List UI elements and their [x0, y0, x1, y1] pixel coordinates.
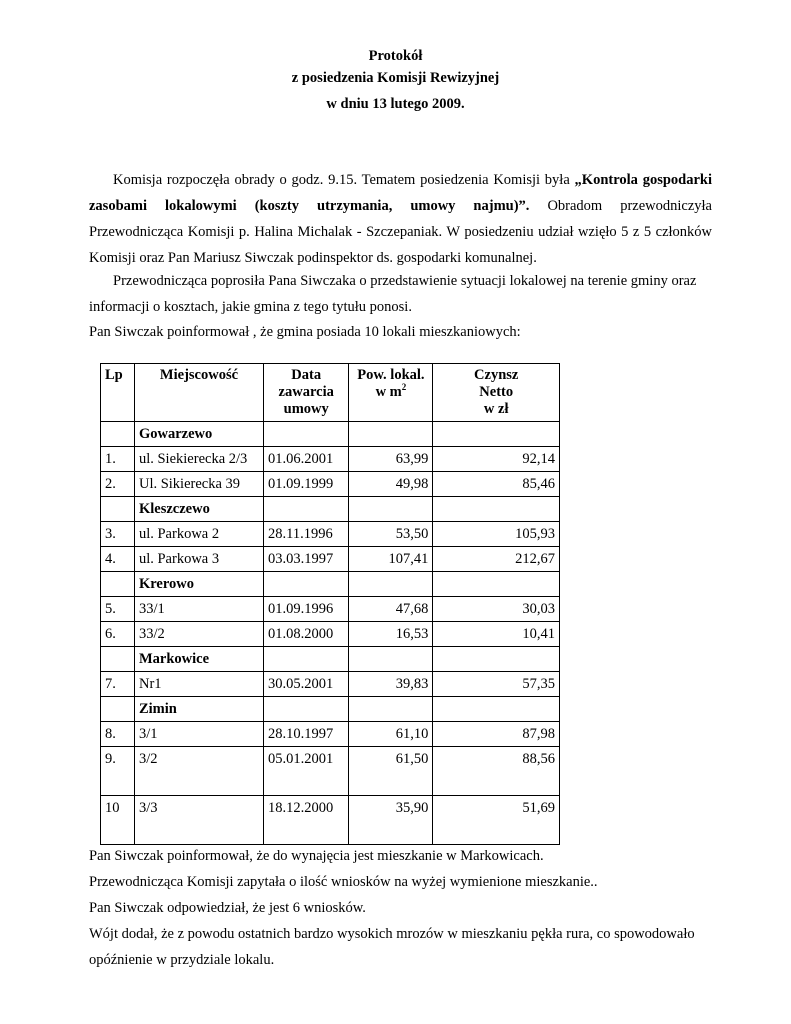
cell-pow: 61,50	[349, 747, 433, 796]
cell-lp: 9.	[101, 747, 135, 796]
header-text: w zł	[483, 401, 509, 417]
cell-lp: 5.	[101, 597, 135, 622]
header-text: umowy	[283, 401, 329, 417]
cell-czynsz: 85,46	[433, 472, 560, 497]
text-run: Komisja rozpoczęła obrady o godz. 9.15. Tematem posiedzenia Komisji była	[113, 172, 575, 188]
header-text: Data	[291, 367, 322, 383]
cell-empty	[433, 497, 560, 522]
paragraph-line	[89, 167, 712, 193]
housing-table	[100, 363, 560, 845]
cell-empty	[349, 647, 433, 672]
cell-empty	[433, 697, 560, 722]
cell-czynsz: 92,14	[433, 447, 560, 472]
header-unit: w m	[375, 384, 402, 400]
paragraph-line: Przewodnicząca Komisji p. Halina Michalak - Szczepaniak. W posiedzeniu udział wzięło 5 z 5 członków	[89, 224, 712, 240]
cell-data: 18.12.2000	[264, 796, 349, 845]
cell-adres: 33/2	[134, 622, 263, 647]
cell-pow: 16,53	[349, 622, 433, 647]
group-name: Krerowo	[134, 572, 263, 597]
group-name: Gowarzewo	[134, 422, 263, 447]
header-czynsz	[433, 364, 560, 422]
cell-empty	[349, 572, 433, 597]
cell-lp: 6.	[101, 622, 135, 647]
cell-adres: ul. Parkowa 2	[134, 522, 263, 547]
cell-data: 01.06.2001	[264, 447, 349, 472]
cell-empty	[101, 422, 135, 447]
header-text: zawarcia	[278, 384, 334, 400]
table-header-row	[101, 364, 560, 422]
text-run: Obradom przewodniczyła	[529, 198, 712, 214]
table-row	[101, 622, 560, 647]
group-name: Kleszczewo	[134, 497, 263, 522]
group-row	[101, 572, 560, 597]
bold-topic: „Kontrola gospodarki	[574, 172, 712, 188]
cell-data: 01.08.2000	[264, 622, 349, 647]
header-miejscowosc: Miejscowość	[134, 364, 263, 422]
cell-adres: Ul. Sikierecka 39	[134, 472, 263, 497]
cell-czynsz: 51,69	[433, 796, 560, 845]
cell-data: 28.11.1996	[264, 522, 349, 547]
cell-adres: 3/3	[134, 796, 263, 845]
cell-czynsz: 88,56	[433, 747, 560, 796]
paragraph-opening	[89, 167, 712, 271]
cell-adres: 3/1	[134, 722, 263, 747]
paragraph-request	[89, 268, 712, 320]
paragraph-line: informacji o kosztach, jakie gmina z tego tytułu ponosi.	[89, 299, 412, 315]
group-name: Zimin	[134, 697, 263, 722]
closing-line: Przewodnicząca Komisji zapytała o ilość wniosków na wyżej wymienione mieszkanie..	[89, 874, 598, 890]
cell-czynsz: 30,03	[433, 597, 560, 622]
cell-lp: 1.	[101, 447, 135, 472]
cell-lp: 8.	[101, 722, 135, 747]
closing-line: Pan Siwczak odpowiedział, że jest 6 wniosków.	[89, 900, 366, 916]
header-data	[264, 364, 349, 422]
cell-adres: 33/1	[134, 597, 263, 622]
cell-pow: 49,98	[349, 472, 433, 497]
table-row	[101, 547, 560, 572]
cell-empty	[264, 422, 349, 447]
cell-data: 28.10.1997	[264, 722, 349, 747]
header-text	[353, 384, 428, 401]
cell-pow: 53,50	[349, 522, 433, 547]
closing-line: Wójt dodał, że z powodu ostatnich bardzo wysokich mrozów w mieszkaniu pękła rura, co spowodowało	[89, 926, 695, 942]
cell-empty	[264, 572, 349, 597]
cell-data: 01.09.1996	[264, 597, 349, 622]
header-text: Netto	[479, 384, 514, 400]
cell-lp: 4.	[101, 547, 135, 572]
cell-pow: 63,99	[349, 447, 433, 472]
table-row	[101, 447, 560, 472]
cell-adres: ul. Siekierecka 2/3	[134, 447, 263, 472]
closing-line: opóźnienie w przydziale lokalu.	[89, 952, 275, 968]
cell-empty	[433, 647, 560, 672]
group-row	[101, 497, 560, 522]
group-row	[101, 647, 560, 672]
table-row	[101, 722, 560, 747]
cell-pow: 35,90	[349, 796, 433, 845]
cell-data: 30.05.2001	[264, 672, 349, 697]
cell-lp: 2.	[101, 472, 135, 497]
table-row	[101, 472, 560, 497]
cell-lp: 10	[101, 796, 135, 845]
cell-pow: 61,10	[349, 722, 433, 747]
header-text: Czynsz	[474, 367, 519, 383]
header-pow	[349, 364, 433, 422]
cell-pow: 107,41	[349, 547, 433, 572]
cell-czynsz: 212,67	[433, 547, 560, 572]
paragraph-line: Komisji oraz Pan Mariusz Siwczak podinspektor ds. gospodarki komunalnej.	[89, 250, 537, 266]
cell-adres: ul. Parkowa 3	[134, 547, 263, 572]
header-superscript: 2	[401, 382, 407, 393]
cell-empty	[264, 697, 349, 722]
cell-empty	[349, 497, 433, 522]
cell-empty	[349, 422, 433, 447]
paragraph-info: Pan Siwczak poinformował , że gmina posiada 10 lokali mieszkaniowych:	[89, 324, 521, 340]
cell-adres: 3/2	[134, 747, 263, 796]
table-row	[101, 747, 560, 796]
cell-pow: 39,83	[349, 672, 433, 697]
cell-empty	[101, 572, 135, 597]
table-row	[101, 522, 560, 547]
group-row	[101, 422, 560, 447]
table-row	[101, 597, 560, 622]
document-title: Protokół	[368, 48, 423, 64]
cell-data: 03.03.1997	[264, 547, 349, 572]
cell-lp: 3.	[101, 522, 135, 547]
cell-czynsz: 10,41	[433, 622, 560, 647]
cell-czynsz: 57,35	[433, 672, 560, 697]
cell-empty	[101, 497, 135, 522]
document-date: w dniu 13 lutego 2009.	[326, 96, 465, 112]
cell-czynsz: 105,93	[433, 522, 560, 547]
cell-lp: 7.	[101, 672, 135, 697]
cell-czynsz: 87,98	[433, 722, 560, 747]
closing-line: Pan Siwczak poinformował, że do wynajęcia jest mieszkanie w Markowicach.	[89, 848, 544, 864]
cell-data: 05.01.2001	[264, 747, 349, 796]
cell-data: 01.09.1999	[264, 472, 349, 497]
document-subtitle: z posiedzenia Komisji Rewizyjnej	[291, 70, 500, 86]
bold-topic: zasobami lokalowymi (koszty utrzymania, umowy najmu)”.	[89, 198, 530, 214]
cell-empty	[101, 647, 135, 672]
cell-adres: Nr1	[134, 672, 263, 697]
cell-empty	[101, 697, 135, 722]
cell-empty	[433, 422, 560, 447]
cell-empty	[433, 572, 560, 597]
table-row	[101, 796, 560, 845]
table-row	[101, 672, 560, 697]
cell-empty	[264, 497, 349, 522]
group-row	[101, 697, 560, 722]
cell-pow: 47,68	[349, 597, 433, 622]
paragraph-line	[89, 193, 712, 219]
paragraph-line: Przewodnicząca poprosiła Pana Siwczaka o przedstawienie sytuacji lokalowej na terenie gminy oraz	[113, 273, 697, 289]
header-lp: Lp	[101, 364, 135, 422]
cell-empty	[349, 697, 433, 722]
header-text: Pow. lokal.	[357, 367, 425, 383]
cell-empty	[264, 647, 349, 672]
group-name: Markowice	[134, 647, 263, 672]
